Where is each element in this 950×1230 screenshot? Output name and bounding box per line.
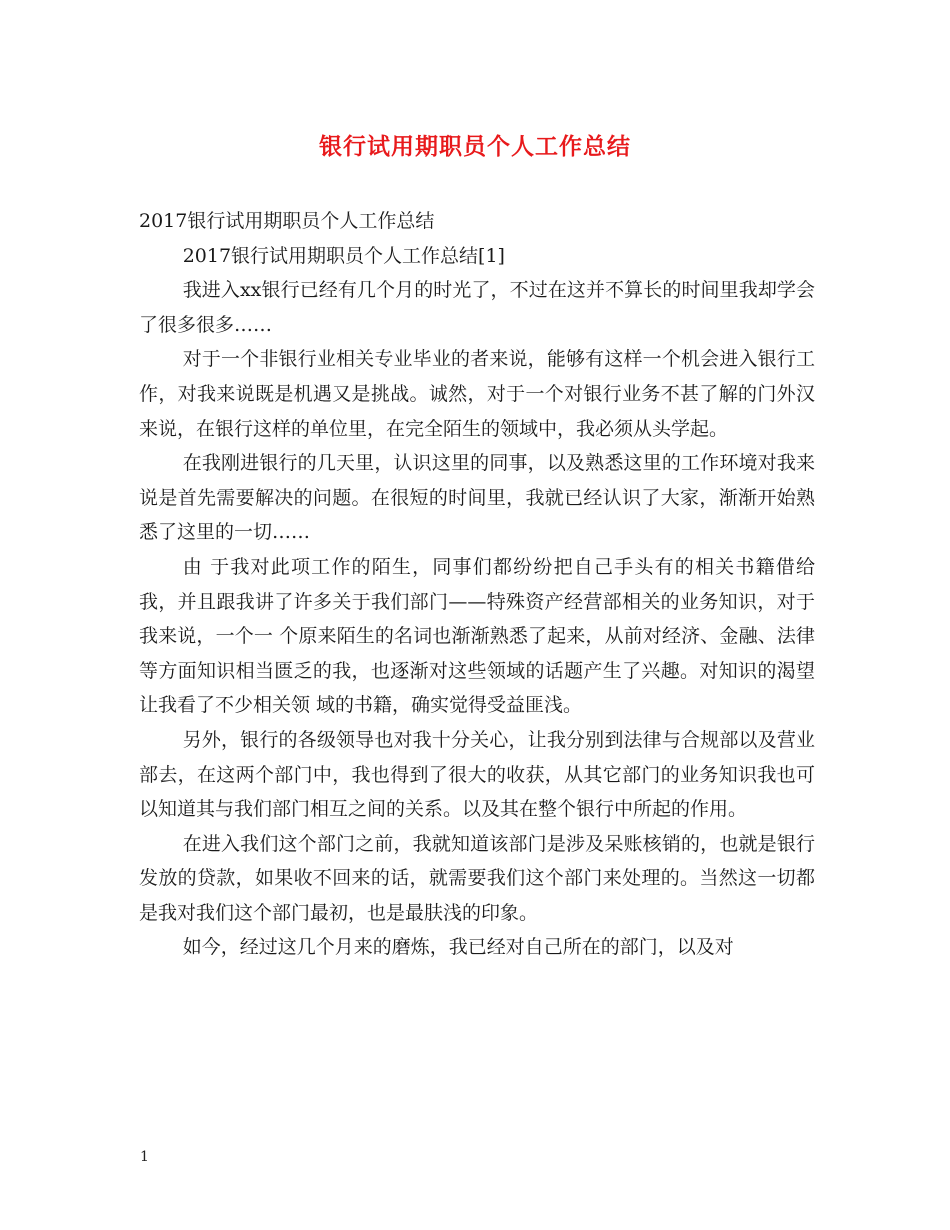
document-title: 银行试用期职员个人工作总结 bbox=[319, 133, 631, 160]
body-paragraph: 在进入我们这个部门之前，我就知道该部门是涉及呆账核销的，也就是银行发放的贷款，如果收不回来的话，就需要我们这个部门来处理的。当然这一切都是我对我们这个部门最初，也是最肤浅的印象。 bbox=[139, 832, 815, 924]
section-heading-paragraph: 2017银行试用期职员个人工作总结[1] bbox=[182, 244, 505, 267]
body-paragraph: 在我刚进银行的几天里，认识这里的同事，以及熟悉这里的工作环境对我来说是首先需要解决的问题。在很短的时间里，我就已经认识了大家，渐渐开始熟悉了这里的一切…… bbox=[139, 452, 815, 544]
body-paragraph: 如今，经过这几个月来的磨炼，我已经对自己所在的部门，以及对 bbox=[182, 936, 734, 959]
subtitle-paragraph: 2017银行试用期职员个人工作总结 bbox=[139, 210, 435, 232]
body-paragraph: 对于一个非银行业相关专业毕业的者来说，能够有这样一个机会进入银行工作，对我来说既是机遇又是挑战。诚然，对于一个对银行业务不甚了解的门外汉来说，在银行这样的单位里，在完全陌生的领域中，我必须从头学起。 bbox=[139, 348, 815, 440]
page-number: 1 bbox=[140, 1149, 149, 1165]
body-paragraph: 另外，银行的各级领导也对我十分关心，让我分别到法律与合规部以及营业部去，在这两个部门中，我也得到了很大的收获，从其它部门的业务知识我也可以知道其与我们部门相互之间的关系。以及其在整个银行中所起的作用。 bbox=[139, 728, 815, 821]
body-paragraph: 由 于我对此项工作的陌生，同事们都纷纷把自己手头有的相关书籍借给我，并且跟我讲了许多关于我们部门——特殊资产经营部相关的业务知识，对于我来说，一个一 个原来陌生的名词也渐渐熟悉了起来，从前对经济、金融、法律等方面知识相当匮乏的我，也逐渐对这些领域的话题产生了兴趣。对知识的渴望让我看了不少相关领 域的书籍，确实觉得受益匪浅。 bbox=[139, 555, 815, 717]
document-body bbox=[139, 204, 815, 965]
body-paragraph: 我进入xx银行已经有几个月的时光了，不过在这并不算长的时间里我却学会了很多很多…… bbox=[139, 279, 815, 336]
